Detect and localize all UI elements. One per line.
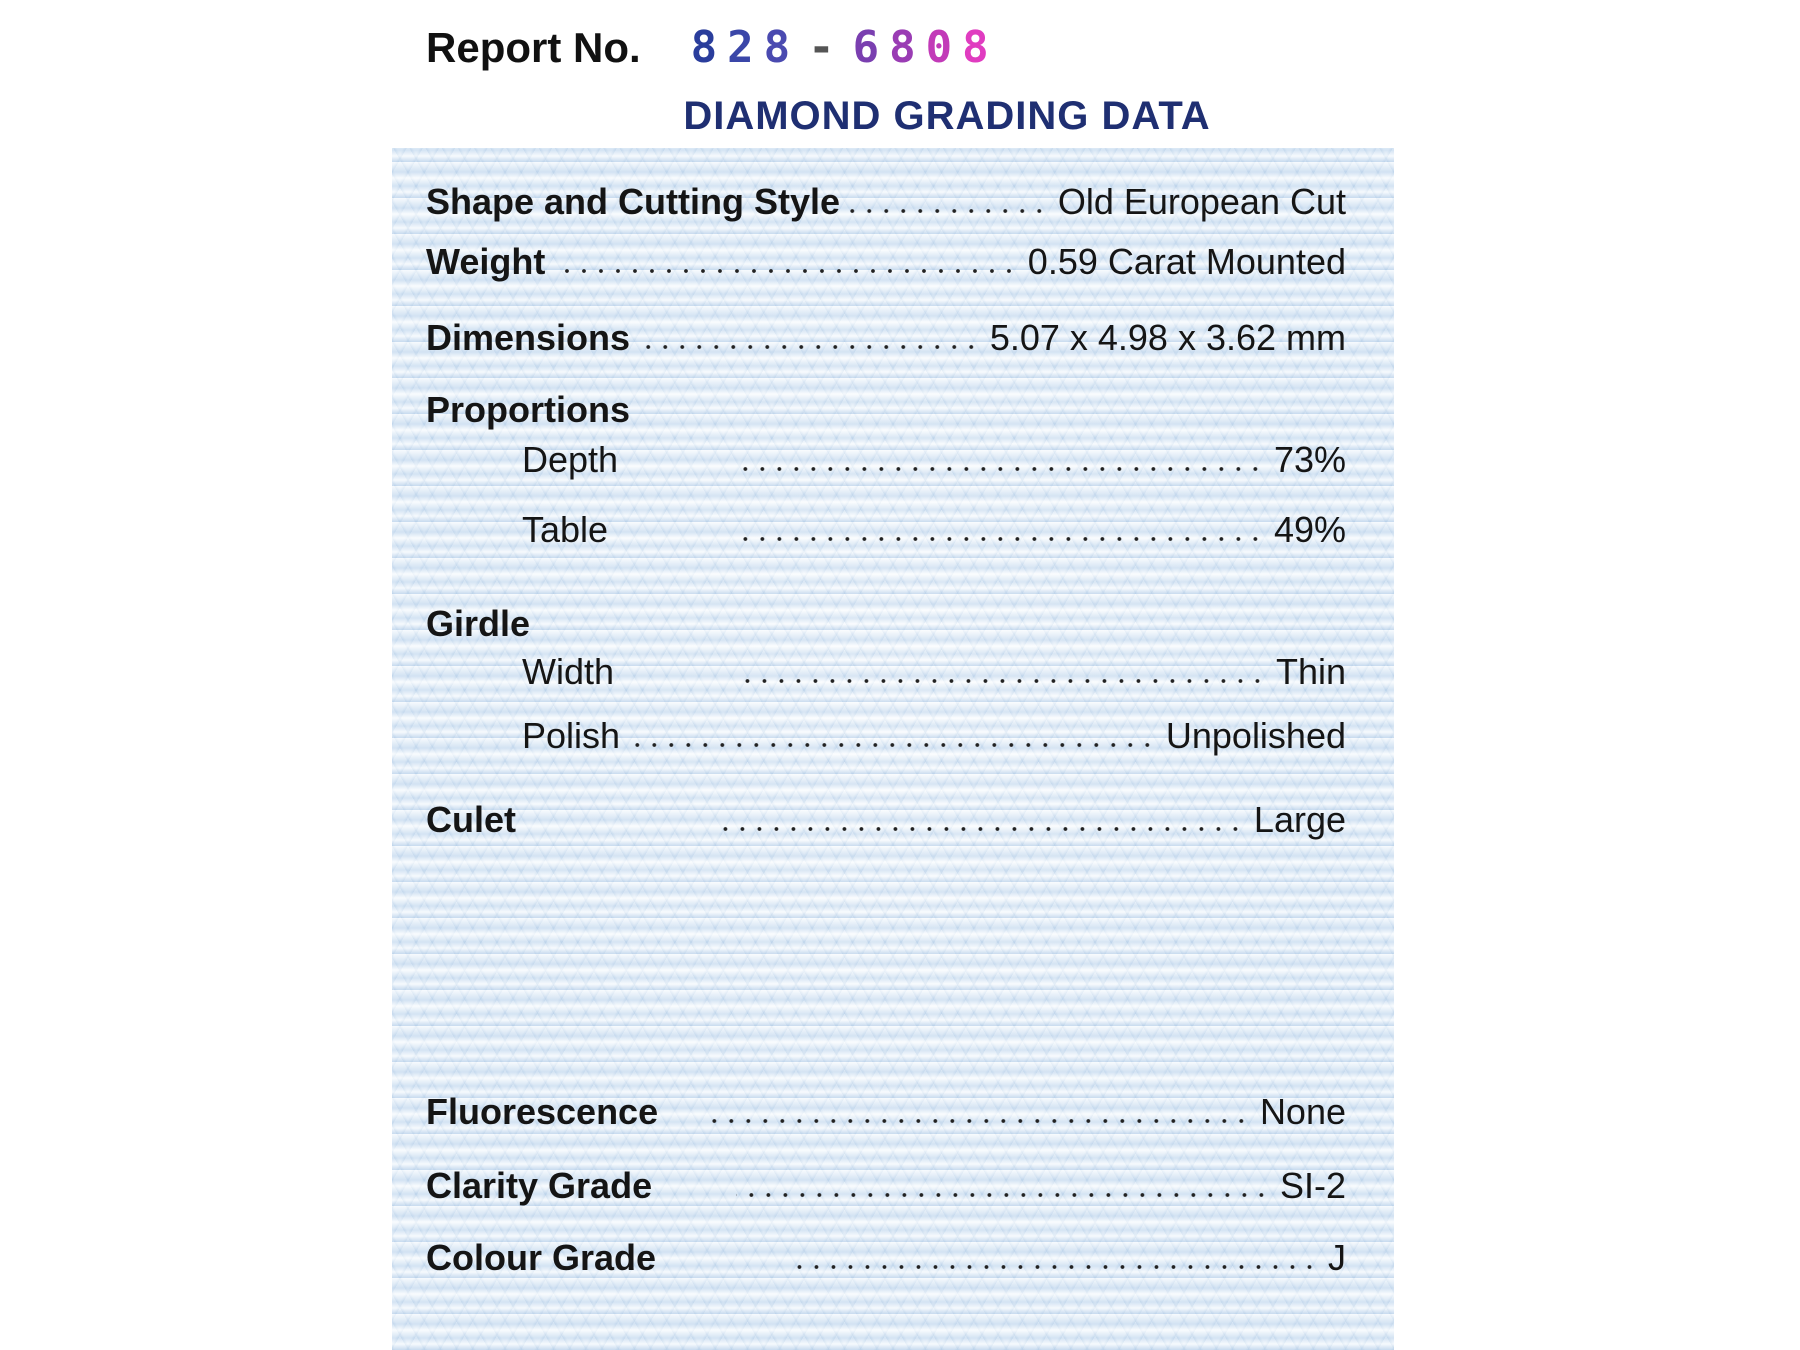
report-label: Report No. — [426, 24, 641, 71]
girdle-heading: Girdle — [426, 603, 531, 644]
dimensions-value: 5.07 x 4.98 x 3.62 mm — [989, 317, 1346, 358]
clarity-row — [426, 1164, 1346, 1208]
fluorescence-value: None — [1259, 1091, 1346, 1132]
report-digit: 8 — [690, 22, 728, 73]
dot-leader — [716, 802, 1244, 832]
report-digit: 0 — [925, 22, 963, 73]
dot-leader — [786, 1240, 1318, 1270]
girdle-polish-label: Polish — [522, 715, 621, 756]
clarity-label: Clarity Grade — [426, 1165, 653, 1206]
report-number — [691, 22, 999, 73]
table-label: Table — [522, 509, 609, 550]
report-separator: - — [808, 22, 845, 73]
girdle-width-row — [426, 650, 1346, 694]
dot-leader — [555, 244, 1017, 274]
colour-label: Colour Grade — [426, 1237, 657, 1278]
report-digit: 8 — [889, 22, 926, 73]
weight-row — [426, 240, 1346, 284]
weight-value: 0.59 Carat Mounted — [1027, 241, 1346, 282]
fluorescence-label: Fluorescence — [426, 1091, 659, 1132]
girdle-width-label: Width — [522, 651, 615, 692]
fluorescence-row — [426, 1090, 1346, 1134]
girdle-polish-value: Unpolished — [1165, 715, 1346, 756]
depth-row — [426, 438, 1346, 482]
depth-value: 73% — [1273, 439, 1346, 480]
dot-leader — [850, 184, 1048, 214]
table-value: 49% — [1273, 509, 1346, 550]
dot-leader — [708, 1094, 1250, 1124]
colour-row — [426, 1236, 1346, 1280]
shape-row — [426, 180, 1346, 224]
colour-value: J — [1328, 1237, 1346, 1278]
dot-leader — [738, 442, 1264, 472]
culet-label: Culet — [426, 799, 516, 840]
dot-leader — [630, 718, 1156, 748]
table-row — [426, 508, 1346, 552]
weight-label: Weight — [426, 241, 546, 282]
report-digit: 2 — [727, 22, 764, 73]
culet-value: Large — [1253, 799, 1346, 840]
dot-leader — [640, 320, 980, 350]
dot-leader — [734, 654, 1266, 684]
clarity-value: SI-2 — [1279, 1165, 1346, 1206]
shape-value: Old European Cut — [1057, 181, 1346, 222]
dot-leader — [738, 512, 1264, 542]
grading-data-panel — [392, 148, 1394, 1350]
proportions-heading: Proportions — [426, 389, 630, 430]
girdle-polish-row — [426, 714, 1346, 758]
shape-label: Shape and Cutting Style — [426, 181, 841, 222]
report-number-header — [426, 22, 999, 82]
dot-leader — [736, 1168, 1270, 1198]
document-title: DIAMOND GRADING DATA — [683, 94, 1211, 138]
report-digit: 6 — [852, 22, 890, 73]
dimensions-row — [426, 316, 1346, 360]
girdle-width-value: Thin — [1275, 651, 1346, 692]
report-digit: 8 — [763, 22, 801, 73]
depth-label: Depth — [522, 439, 619, 480]
culet-row — [426, 798, 1346, 842]
dimensions-label: Dimensions — [426, 317, 631, 358]
report-digit: 8 — [962, 22, 999, 73]
